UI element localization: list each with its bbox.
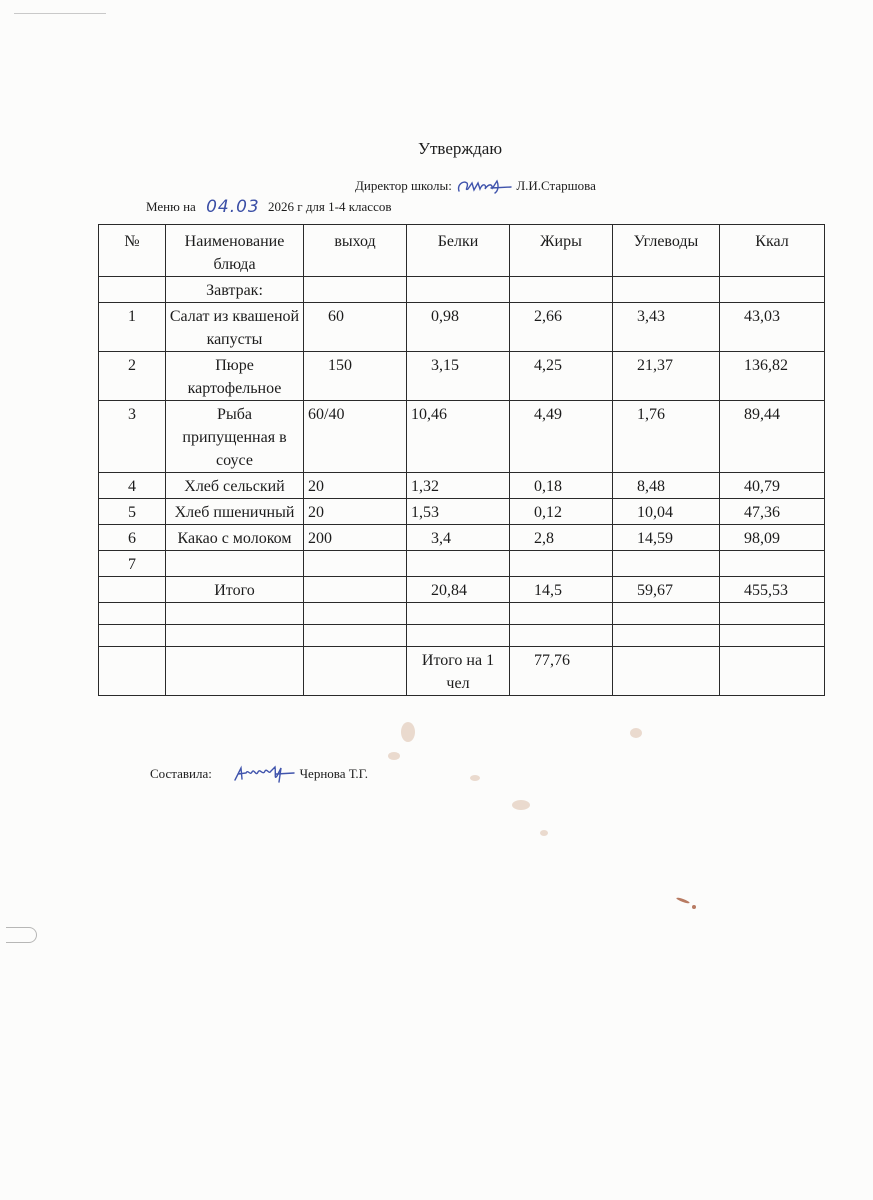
carbs-cell: 1,76: [613, 401, 720, 473]
header-carbs: Углеводы: [613, 225, 720, 277]
dish-name: Хлеб сельский: [166, 473, 304, 499]
menu-label: Меню на: [146, 199, 196, 214]
header-number: №: [99, 225, 166, 277]
header-output: выход: [304, 225, 407, 277]
scan-stain: [512, 800, 530, 810]
row-number: 6: [99, 525, 166, 551]
empty-row: [99, 603, 825, 625]
director-name: Л.И.Старшова: [516, 177, 596, 193]
approval-title: Утверждаю: [417, 139, 503, 158]
output-cell: 200: [304, 525, 407, 551]
protein-cell: 1,32: [407, 473, 510, 499]
total-kcal: 455,53: [720, 577, 825, 603]
fat-cell: 2,66: [510, 303, 613, 352]
table-header-row: [99, 225, 825, 277]
output-cell: [304, 551, 407, 577]
output-cell: 60/40: [304, 401, 407, 473]
carbs-cell: [613, 551, 720, 577]
row-number: 5: [99, 499, 166, 525]
total-row: [99, 577, 825, 603]
row-number: 3: [99, 401, 166, 473]
menu-date-line: [146, 196, 391, 216]
section-label: Завтрак:: [166, 277, 304, 303]
carbs-cell: 8,48: [613, 473, 720, 499]
table-row: [99, 473, 825, 499]
fat-cell: 4,25: [510, 352, 613, 401]
per-person-row: [99, 647, 825, 696]
dish-name: Салат из квашеной капусты: [166, 303, 304, 352]
carbs-cell: 10,04: [613, 499, 720, 525]
table-row: [99, 525, 825, 551]
fat-cell: [510, 551, 613, 577]
menu-table: [98, 224, 825, 696]
scan-stain: [470, 775, 480, 781]
protein-cell: [407, 551, 510, 577]
scan-stain: [692, 905, 696, 909]
kcal-cell: 89,44: [720, 401, 825, 473]
scan-stain: [388, 752, 400, 760]
table-row: [99, 352, 825, 401]
protein-cell: 0,98: [407, 303, 510, 352]
header-fat: Жиры: [510, 225, 613, 277]
composed-line: [150, 764, 368, 786]
dish-name: Какао с молоком: [166, 525, 304, 551]
composer-name: Чернова Т.Г.: [299, 765, 368, 781]
header-protein: Белки: [407, 225, 510, 277]
kcal-cell: [720, 551, 825, 577]
dish-name: Пюре картофельное: [166, 352, 304, 401]
row-number: 7: [99, 551, 166, 577]
scan-edge-mark: [6, 927, 37, 943]
total-fat: 14,5: [510, 577, 613, 603]
header-dish-name: Наименование блюда: [166, 225, 304, 277]
scan-stain: [676, 897, 690, 905]
protein-cell: 3,4: [407, 525, 510, 551]
output-cell: 20: [304, 499, 407, 525]
fat-cell: 2,8: [510, 525, 613, 551]
table-row: [99, 303, 825, 352]
scan-edge-mark: [14, 13, 106, 14]
carbs-cell: 21,37: [613, 352, 720, 401]
composed-label: Составила:: [150, 765, 212, 781]
per-person-value: 77,76: [510, 647, 613, 696]
fat-cell: 0,12: [510, 499, 613, 525]
kcal-cell: 98,09: [720, 525, 825, 551]
output-cell: 20: [304, 473, 407, 499]
director-label: Директор школы:: [355, 177, 452, 193]
director-line: [355, 177, 596, 197]
row-number: 4: [99, 473, 166, 499]
table-row: [99, 499, 825, 525]
carbs-cell: 14,59: [613, 525, 720, 551]
kcal-cell: 136,82: [720, 352, 825, 401]
kcal-cell: 47,36: [720, 499, 825, 525]
section-row: [99, 277, 825, 303]
scan-stain: [540, 830, 548, 836]
composer-signature: [232, 764, 296, 786]
output-cell: 150: [304, 352, 407, 401]
row-number: 2: [99, 352, 166, 401]
per-person-label: Итого на 1 чел: [407, 647, 510, 696]
header-kcal: Ккал: [720, 225, 825, 277]
kcal-cell: 43,03: [720, 303, 825, 352]
total-protein: 20,84: [407, 577, 510, 603]
total-label: Итого: [166, 577, 304, 603]
menu-suffix: 2026 г для 1-4 классов: [267, 199, 392, 214]
table-row: [99, 551, 825, 577]
empty-row: [99, 625, 825, 647]
scan-stain: [401, 722, 415, 742]
total-carbs: 59,67: [613, 577, 720, 603]
fat-cell: 4,49: [510, 401, 613, 473]
protein-cell: 10,46: [407, 401, 510, 473]
dish-name: Рыба припущенная в соусе: [166, 401, 304, 473]
dish-name: [166, 551, 304, 577]
row-number: 1: [99, 303, 166, 352]
carbs-cell: 3,43: [613, 303, 720, 352]
scan-stain: [630, 728, 642, 738]
director-signature: [455, 177, 513, 197]
protein-cell: 1,53: [407, 499, 510, 525]
menu-date: 04.03: [206, 197, 260, 217]
kcal-cell: 40,79: [720, 473, 825, 499]
protein-cell: 3,15: [407, 352, 510, 401]
output-cell: 60: [304, 303, 407, 352]
table-row: [99, 401, 825, 473]
fat-cell: 0,18: [510, 473, 613, 499]
dish-name: Хлеб пшеничный: [166, 499, 304, 525]
